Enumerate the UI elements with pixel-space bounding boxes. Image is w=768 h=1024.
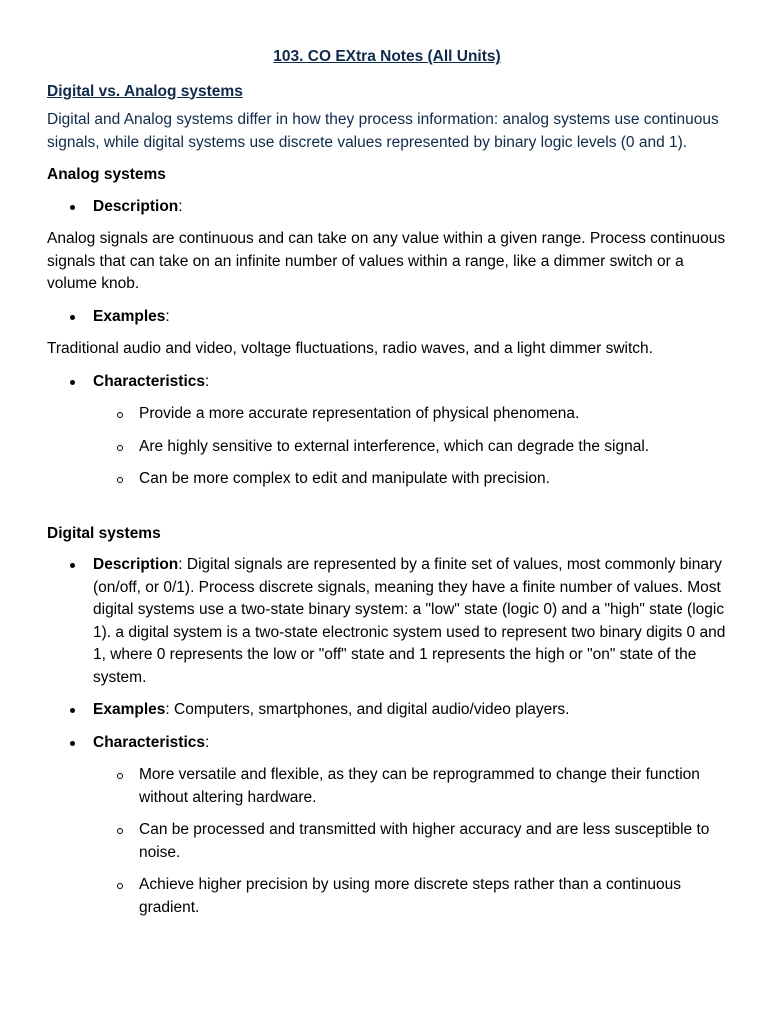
analog-description-list xyxy=(47,196,727,219)
section-spacer xyxy=(47,501,727,523)
list-item xyxy=(47,436,727,459)
analog-description-text: Analog signals are continuous and can take on any value within a given range. Process continuous signals that can take on an infinite number of values within a range, like a dimmer switch or a volume knob. xyxy=(47,230,726,292)
list-item xyxy=(47,819,727,864)
digital-characteristics-term: Characteristics xyxy=(93,733,206,751)
analog-characteristic-text: Are highly sensitive to external interference, which can degrade the signal. xyxy=(139,437,650,455)
section-intro: Digital and Analog systems differ in how they process information: analog systems use continuous signals, while digital systems use discrete values represented by binary logic levels (0 and 1). xyxy=(47,111,719,151)
bullet-icon xyxy=(70,708,75,713)
section-heading: Digital vs. Analog systems xyxy=(47,82,243,100)
circle-bullet-icon xyxy=(117,445,123,451)
analog-characteristics-term: Characteristics xyxy=(93,372,206,390)
digital-examples-text: : Computers, smartphones, and digital audio/video players. xyxy=(165,701,570,718)
bullet-icon xyxy=(70,563,75,568)
bullet-icon xyxy=(70,315,75,320)
bullet-icon xyxy=(70,205,75,210)
list-item xyxy=(47,468,727,491)
digital-characteristics-colon: : xyxy=(205,733,210,751)
analog-characteristics-colon: : xyxy=(205,372,210,390)
analog-examples-list xyxy=(47,306,727,329)
analog-characteristics-sublist xyxy=(47,403,727,491)
list-item xyxy=(47,403,727,426)
analog-examples-text: Traditional audio and video, voltage fluctuations, radio waves, and a light dimmer switch. xyxy=(47,340,653,357)
analog-description-term: Description xyxy=(93,197,179,215)
circle-bullet-icon xyxy=(117,412,123,418)
analog-description-item xyxy=(47,196,727,219)
digital-description-item xyxy=(47,554,727,689)
digital-characteristic-text: Achieve higher precision by using more discrete steps rather than a continuous gradient. xyxy=(139,876,681,916)
circle-bullet-icon xyxy=(117,477,123,483)
digital-list xyxy=(47,554,727,754)
circle-bullet-icon xyxy=(117,883,123,889)
analog-examples-item xyxy=(47,306,727,329)
digital-description-text: : Digital signals are represented by a finite set of values, most commonly binary (on/off, or 0/1). Process discrete signals, meaning they have a finite number of values. Most digital systems use a two-state binary system: a "low" state (logic 0) and a "high" state (logic 1). a digital system is a two-state electronic system used to represent two binary digits 0 and 1, where 0 represents the low or "off" state and 1 represents the high or "on" state of the system. xyxy=(93,556,726,686)
analog-characteristic-text: Can be more complex to edit and manipulate with precision. xyxy=(139,470,550,487)
analog-characteristic-text: Provide a more accurate representation of physical phenomena. xyxy=(139,405,580,422)
analog-examples-colon: : xyxy=(165,307,170,325)
digital-description-term: Description xyxy=(93,556,179,573)
digital-characteristics-item xyxy=(47,732,727,755)
digital-characteristic-text: Can be processed and transmitted with higher accuracy and are less susceptible to noise. xyxy=(139,821,710,861)
document-page xyxy=(47,46,727,929)
analog-examples-term: Examples xyxy=(93,307,166,325)
analog-heading: Analog systems xyxy=(47,166,166,183)
circle-bullet-icon xyxy=(117,828,123,834)
digital-examples-term: Examples xyxy=(93,701,166,718)
analog-characteristics-list xyxy=(47,371,727,394)
bullet-icon xyxy=(70,741,75,746)
analog-description-colon: : xyxy=(178,197,183,215)
digital-heading: Digital systems xyxy=(47,524,161,542)
digital-characteristics-sublist xyxy=(47,764,727,919)
list-item xyxy=(47,764,727,809)
list-item xyxy=(47,874,727,919)
digital-examples-item xyxy=(47,699,727,722)
circle-bullet-icon xyxy=(117,773,123,779)
analog-characteristics-item xyxy=(47,371,727,394)
document-title: 103. CO EXtra Notes (All Units) xyxy=(273,48,501,65)
digital-characteristic-text: More versatile and flexible, as they can be reprogrammed to change their function without altering hardware. xyxy=(139,766,700,806)
bullet-icon xyxy=(70,380,75,385)
